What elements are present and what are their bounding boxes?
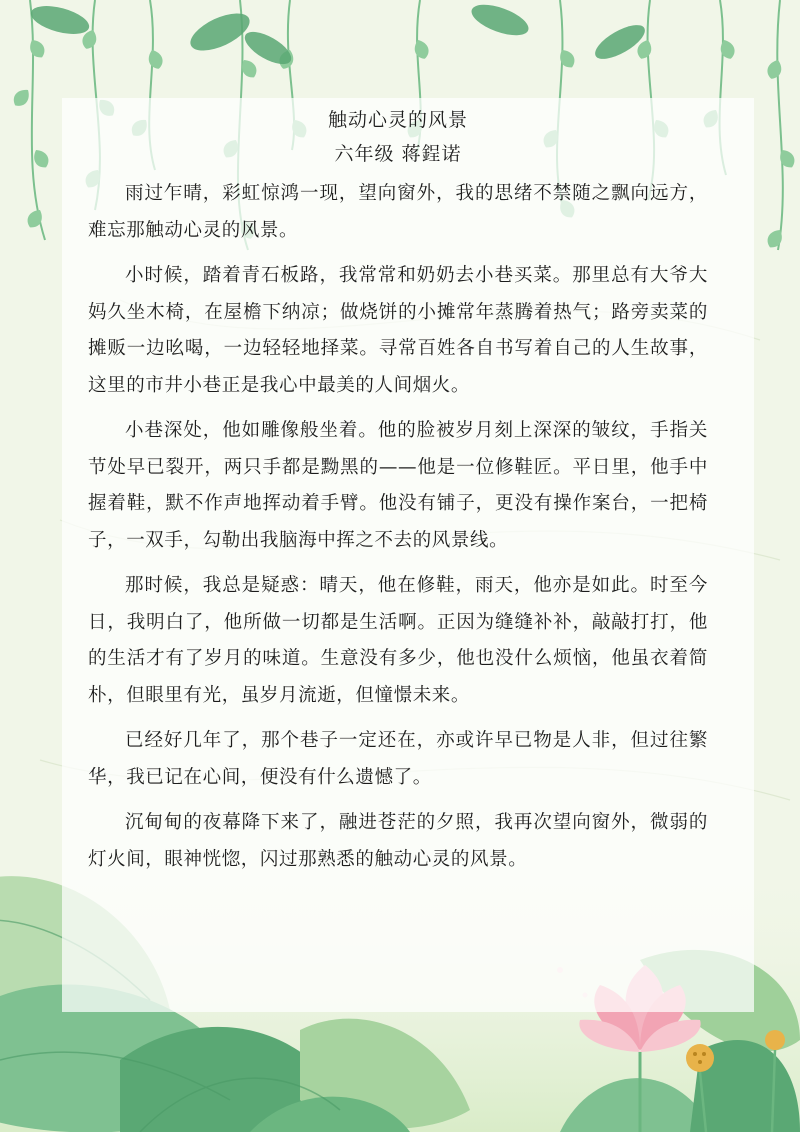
- paragraph: 沉甸甸的夜幕降下来了，融进苍茫的夕照，我再次望向窗外，微弱的灯火间，眼神恍惚，闪过那熟悉的触动心灵的风景。: [88, 812, 708, 870]
- paragraph: 雨过乍晴，彩虹惊鸿一现，望向窗外，我的思绪不禁随之飘向远方，难忘那触动心灵的风景。: [88, 183, 708, 241]
- paragraph: 小巷深处，他如雕像般坐着。他的脸被岁月刻上深深的皱纹，手指关节处早已裂开，两只手都是黝黑的——他是一位修鞋匠。平日里，他手中握着鞋，默不作声地挥动着手臂。他没有铺子，更没有操作案台，一把椅子，一双手，勾勒出我脑海中挥之不去的风景线。: [88, 420, 708, 551]
- paragraph: 已经好几年了，那个巷子一定还在，亦或许早已物是人非，但过往繁华，我已记在心间，便没有什么遗憾了。: [88, 730, 708, 788]
- paragraph: 小时候，踏着青石板路，我常常和奶奶去小巷买菜。那里总有大爷大妈久坐木椅，在屋檐下纳凉；做烧饼的小摊常年蒸腾着热气；路旁卖菜的摊贩一边吆喝，一边轻轻地择菜。寻常百姓各自书写着自己的人生故事，这里的市井小巷正是我心中最美的人间烟火。: [88, 265, 708, 396]
- essay-title: 触动心灵的风景: [327, 109, 468, 131]
- essay-author: 六年级 蒋鋥诺: [334, 143, 462, 165]
- essay: [88, 104, 708, 887]
- paragraph: 那时候，我总是疑惑：晴天，他在修鞋，雨天，他亦是如此。时至今日，我明白了，他所做一切都是生活啊。正因为缝缝补补，敲敲打打，他的生活才有了岁月的味道。生意没有多少，他也没什么烦恼，他虽衣着简朴，但眼里有光，虽岁月流逝，但憧憬未来。: [88, 575, 708, 706]
